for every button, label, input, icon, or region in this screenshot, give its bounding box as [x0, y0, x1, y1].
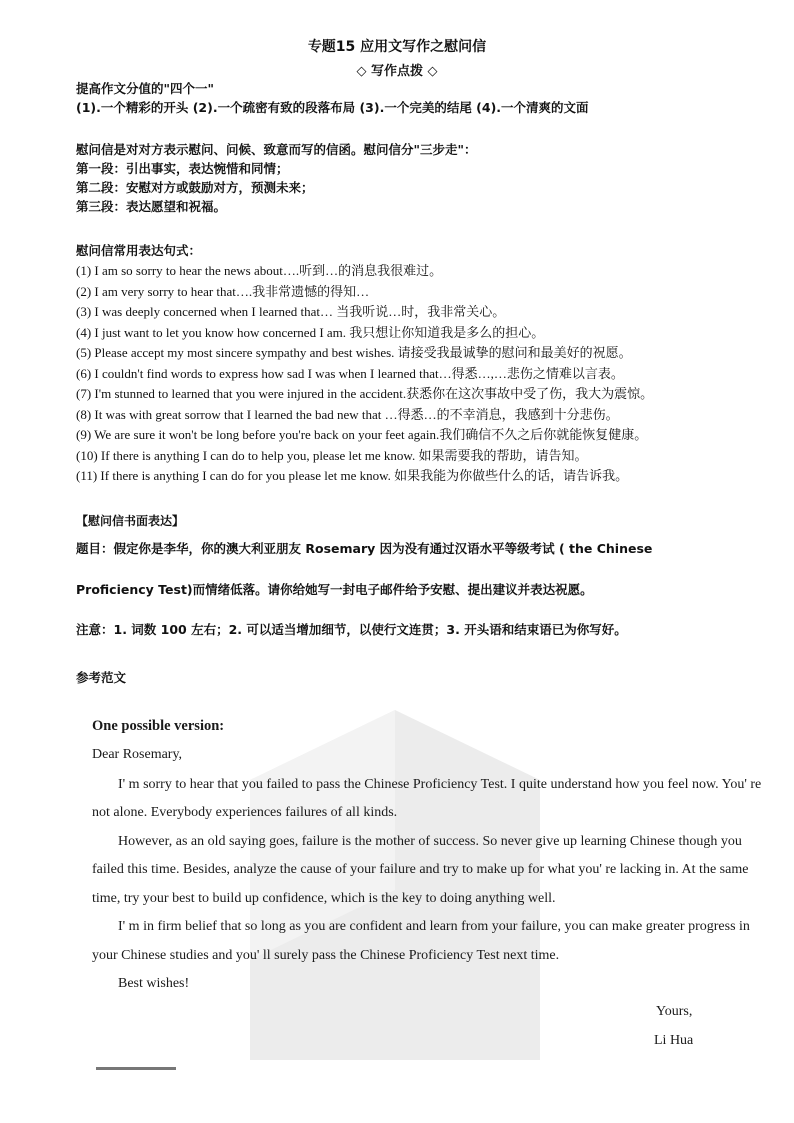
letter-line: not alone. Everybody experiences failures of all kinds. [92, 805, 398, 820]
structure-step: 第二段：安慰对方或鼓励对方，预测未来； [76, 180, 314, 195]
letter-signature: Li Hua [654, 1033, 694, 1048]
structure-step: 第一段：引出事实，表达惋惜和同情； [76, 161, 289, 176]
task-prompt-line-2: Proficiency Test)而情绪低落。请你给她写一封电子邮件给予安慰、提出建议并表达祝愿。 [76, 582, 593, 597]
expression-item: (11) If there is anything I can do for you please let me know. 如果我能为你做些什么的话，请告诉我。 [76, 468, 629, 483]
letter-line: I' m sorry to hear that you failed to pass the Chinese Proficiency Test. I quite understand how you feel now. You' re [118, 777, 762, 792]
intro-heading: 提高作文分值的"四个一" [76, 81, 215, 96]
page-title: 专题15 应用文写作之慰问信 [307, 39, 487, 55]
intro-points: (1).一个精彩的开头 (2).一个疏密有致的段落布局 (3).一个完美的结尾 (4).一个清爽的文面 [76, 100, 589, 115]
letter-closing-wishes: Best wishes! [118, 976, 190, 991]
expression-item: (7) I'm stunned to learned that you were injured in the accident.获悉你在这次事故中受了伤，我大为震惊。 [76, 386, 654, 401]
expression-item: (1) I am so sorry to hear the news about….听到…的消息我很难过。 [76, 263, 443, 278]
letter-closing: Yours, [656, 1004, 693, 1019]
section-subtitle: ◇ 写作点拨 ◇ [356, 64, 438, 79]
scan-cut-text-bottom [92, 1058, 192, 1066]
expression-item: (8) It was with great sorrow that I learned the bad new that …得悉…的不幸消息，我感到十分悲伤。 [76, 406, 619, 422]
reference-label: 参考范文 [76, 670, 127, 685]
sample-letter-scan [92, 700, 762, 1070]
expression-item: (3) I was deeply concerned when I learned that… 当我听说…时，我非常关心。 [76, 304, 506, 319]
structure-heading: 慰问信是对对方表示慰问、问候、致意而写的信函。慰问信分"三步走"： [76, 142, 477, 157]
letter-line: failed this time. Besides, analyze the cause of your failure and try to make up for what you' re lacking in. At the same [92, 862, 749, 877]
task-section [76, 540, 756, 639]
version-label: One possible version: [92, 718, 225, 734]
expression-item: (6) I couldn't find words to express how sad I was when I learned that…得悉…,…悲伤之情难以言表。 [76, 365, 624, 381]
expressions-heading: 慰问信常用表达句式： [76, 243, 202, 258]
task-prompt-line-1: 题目：假定你是李华，你的澳大利亚朋友 Rosemary 因为没有通过汉语水平等级考试 ( the Chinese [76, 541, 653, 556]
expression-item: (10) If there is anything I can do to help you, please let me know. 如果需要我的帮助，请告知。 [76, 447, 588, 463]
expressions-section [76, 241, 756, 487]
intro-section [76, 80, 756, 116]
expression-item: (2) I am very sorry to hear that….我非常遗憾的得知… [76, 283, 370, 299]
expression-item: (4) I just want to let you know how concerned I am. 我只想让你知道我是多么的担心。 [76, 324, 545, 340]
task-bracket-title: 【慰问信书面表达】 [76, 514, 185, 528]
letter-line: I' m in firm belief that so long as you are confident and learn from your failure, you can make greater progress in [118, 919, 750, 934]
letter-line: However, as an old saying goes, failure is the mother of success. So never give up learning Chinese though you [118, 834, 742, 849]
letter-line: time, try your best to build up confidence, which is the key to doing anything well. [92, 891, 556, 906]
letter-salutation: Dear Rosemary, [92, 747, 183, 762]
structure-section [76, 140, 756, 216]
task-notes: 注意：1. 词数 100 左右；2. 可以适当增加细节，以使行文连贯；3. 开头语和结束语已为你写好。 [76, 622, 627, 637]
expression-item: (5) Please accept my most sincere sympathy and best wishes. 请接受我最诚挚的慰问和最美好的祝愿。 [76, 345, 632, 360]
letter-line: your Chinese studies and you' ll surely pass the Chinese Proficiency Test next time. [92, 948, 560, 963]
structure-step: 第三段：表达愿望和祝福。 [76, 199, 227, 214]
expression-item: (9) We are sure it won't be long before you're back on your feet again.我们确信不久之后你就能恢复健康。 [76, 427, 648, 442]
